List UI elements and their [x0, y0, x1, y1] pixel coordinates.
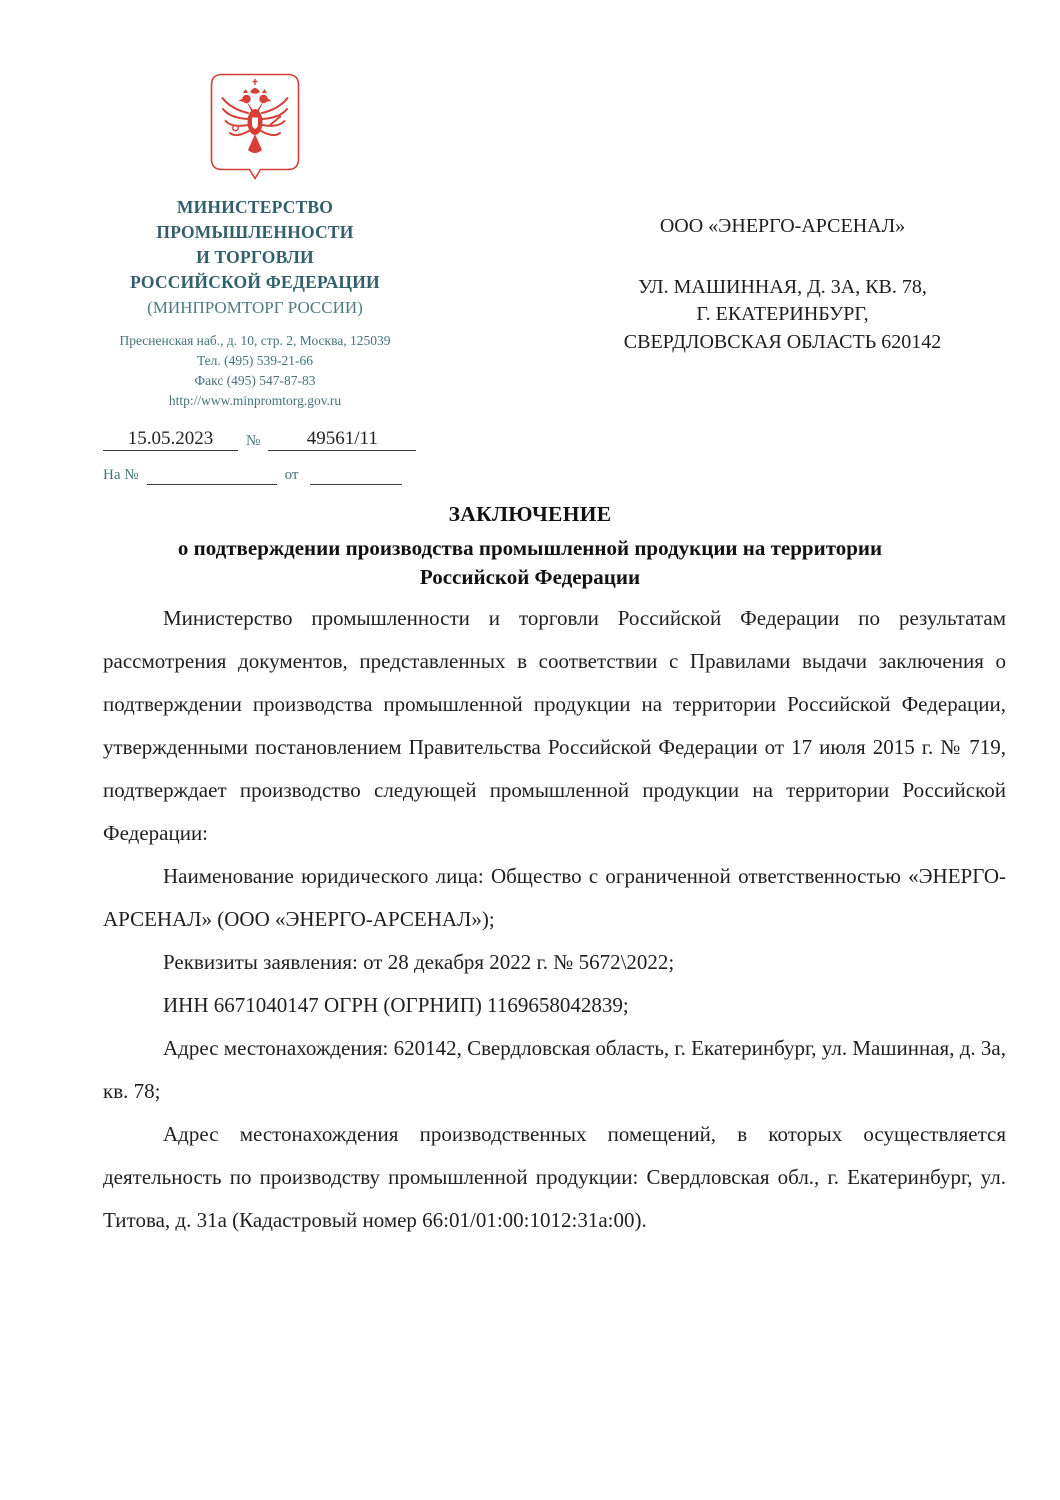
ministry-name-line: РОССИЙСКОЙ ФЕДЕРАЦИИ	[130, 272, 380, 292]
ministry-short-name: (МИНПРОМТОРГ РОССИИ)	[147, 298, 363, 317]
outgoing-number: 49561/11	[268, 428, 416, 451]
body-paragraph: Наименование юридического лица: Общество с ограниченной ответственностью «ЭНЕРГО-АРСЕНАЛ» (ООО «ЭНЕРГО-АРСЕНАЛ»);	[103, 864, 1006, 931]
document-subtitle-line: о подтверждении производства промышленной продукции на территории	[177, 536, 883, 560]
document-heading: ЗАКЛЮЧЕНИЕ	[448, 502, 612, 526]
ministry-name-line: ПРОМЫШЛЕННОСТИ	[156, 222, 354, 242]
body-paragraph: Адрес местонахождения: 620142, Свердловская область, г. Екатеринбург, ул. Машинная, д. 3а, кв. 78;	[103, 1036, 1006, 1103]
postal-address: Пресненская наб., д. 10, стр. 2, Москва, 125039	[119, 333, 391, 348]
russian-coat-of-arms-icon	[209, 72, 301, 189]
phone-number: Тел. (495) 539-21-66	[196, 353, 314, 368]
recipient-name: ООО «ЭНЕРГО-АРСЕНАЛ»	[659, 215, 906, 237]
ministry-name	[85, 195, 425, 295]
outgoing-reference-row	[85, 428, 425, 451]
number-sign: №	[246, 433, 261, 449]
recipient-block	[545, 213, 1020, 356]
incoming-number-blank	[147, 465, 277, 485]
website-url: http://www.minpromtorg.gov.ru	[168, 393, 342, 408]
ministry-name-line: И ТОРГОВЛИ	[196, 247, 314, 267]
outgoing-date: 15.05.2023	[103, 428, 238, 451]
document-subtitle-line: Российской Федерации	[419, 564, 641, 589]
document-body	[103, 597, 1006, 1242]
recipient-address-line: УЛ. МАШИННАЯ, Д. 3А, КВ. 78,	[638, 275, 927, 298]
body-paragraph: Министерство промышленности и торговли Российской Федерации по результатам рассмотрения документов, представленных в соответствии с Правилами выдачи заключения о подтверждении производства промышленной продукции на территории Российской Федерации, утвержденными постановлением Правительства Российской Федерации от 17 июля 2015 г. № 719, подтверждает производство следующей промышленной продукции на территории Российской Федерации:	[103, 606, 1006, 845]
ministry-name-line: МИНИСТЕРСТВО	[176, 197, 334, 217]
incoming-number-label: На №	[103, 467, 139, 483]
incoming-date-blank	[310, 465, 402, 485]
incoming-from-label: от	[284, 467, 299, 483]
recipient-address-line: СВЕРДЛОВСКАЯ ОБЛАСТЬ 620142	[623, 330, 942, 353]
incoming-reference-row	[85, 465, 425, 485]
fax-number: Факс (495) 547-87-83	[194, 373, 316, 388]
contact-block	[85, 331, 425, 411]
body-paragraph: ИНН 6671040147 ОГРН (ОГРНИП) 1169658042839;	[163, 993, 629, 1017]
recipient-address-line: Г. ЕКАТЕРИНБУРГ,	[696, 303, 869, 325]
document-subtitle	[80, 534, 980, 591]
body-paragraph: Реквизиты заявления: от 28 декабря 2022 г. № 5672\2022;	[163, 950, 675, 974]
body-paragraph: Адрес местонахождения производственных помещений, в которых осуществляется деятельность по производству промышленной продукции: Свердловская обл., г. Екатеринбург, ул. Титова, д. 31а (Кадастровый номер 66:01/01:00:1012:31а:00).	[103, 1122, 1006, 1232]
letterhead	[85, 72, 425, 485]
document-title	[80, 501, 980, 591]
